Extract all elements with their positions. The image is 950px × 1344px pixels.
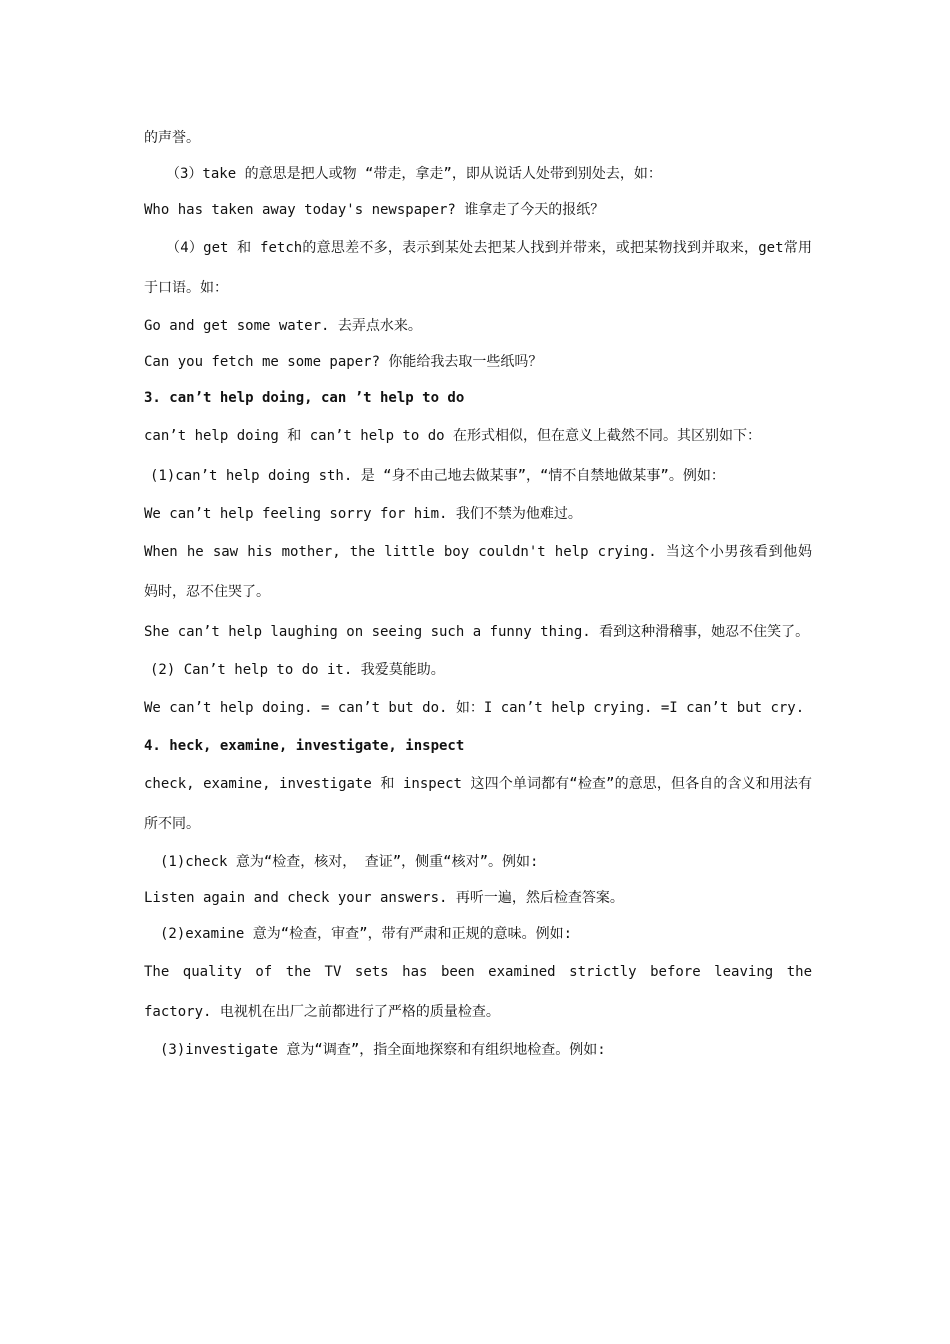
example-sentence: She can’t help laughing on seeing such a funny thing. 看到这种滑稽事，她忍不住笑了。 [144, 624, 810, 640]
text-paragraph: （4）get 和 fetch的意思差不多，表示到某处去把某人找到并带来，或把某物找到并取来，get常用于口语。如： [144, 240, 812, 296]
example-sentence: Can you fetch me some paper? 你能给我去取一些纸吗？ [144, 354, 543, 370]
example-sentence: We can’t help doing. = can’t but do. 如：I can’t help crying. =I can’t but cry. [144, 700, 805, 716]
example-sentence: Listen again and check your answers. 再听一遍，然后检查答案。 [144, 890, 624, 906]
text-line: (3)investigate 意为“调查”，指全面地探察和有组织地检查。例如: [160, 1042, 606, 1058]
example-sentence: Go and get some water. 去弄点水来。 [144, 318, 422, 334]
section-heading-4: 4. heck, examine, investigate, inspect [144, 738, 465, 754]
text-paragraph: (1)can’t help doing sth. 是 “身不由己地去做某事”，“情不自禁地做某事”。例如： [150, 468, 725, 484]
text-line: （3）take 的意思是把人或物 “带走，拿走”，即从说话人处带到别处去，如： [166, 166, 662, 182]
text-line: (2) Can’t help to do it. 我爱莫能助。 [150, 662, 445, 678]
example-sentence: Who has taken away today's newspaper? 谁拿走了今天的报纸？ [144, 202, 605, 218]
example-sentence: The quality of the TV sets has been examined strictly before leaving the factory. 电视机在出厂之前都进行了严格的质量检查。 [144, 964, 812, 1020]
document-body [144, 120, 812, 1068]
example-sentence: We can’t help feeling sorry for him. 我们不禁为他难过。 [144, 506, 582, 522]
text-paragraph: check, examine, investigate 和 inspect 这四个单词都有“检查”的意思，但各自的含义和用法有所不同。 [144, 776, 812, 832]
text-line: (2)examine 意为“检查，审查”，带有严肃和正规的意味。例如: [160, 926, 573, 942]
example-sentence: When he saw his mother, the little boy couldn't help crying. 当这个小男孩看到他妈妈时，忍不住哭了。 [144, 544, 812, 600]
section-heading-3: 3. can’t help doing, can ’t help to do [144, 390, 465, 406]
text-line: 的声誉。 [144, 130, 200, 146]
text-paragraph: can’t help doing 和 can’t help to do 在形式相似，但在意义上截然不同。其区别如下： [144, 428, 762, 444]
text-line: (1)check 意为“检查，核对， 查证”，侧重“核对”。例如: [160, 854, 539, 870]
